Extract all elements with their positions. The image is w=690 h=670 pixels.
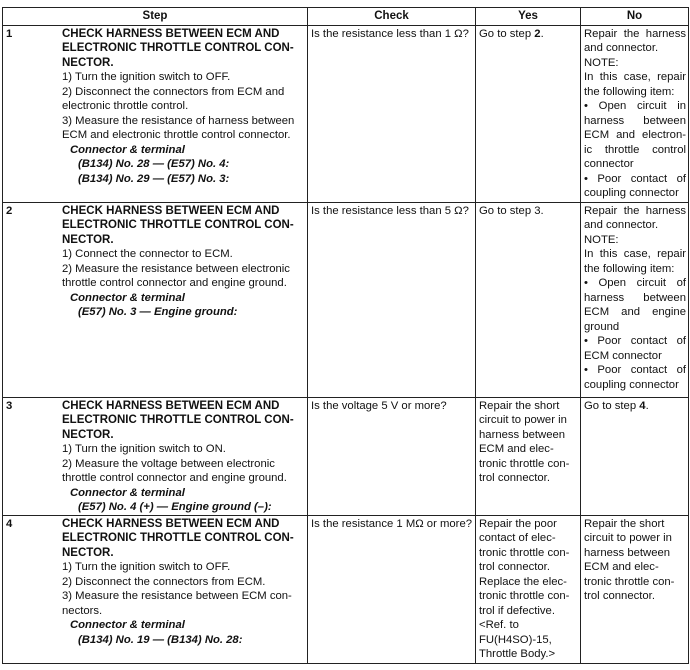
note-label: NOTE: bbox=[584, 233, 619, 246]
no-text: Go to step bbox=[584, 399, 640, 412]
procedure-item: 2) Disconnect the connectors from ECM. bbox=[62, 575, 266, 588]
step-cell bbox=[3, 202, 308, 397]
procedure-item: 1) Turn the ignition switch to OFF. bbox=[62, 561, 231, 573]
connector-label: Connector & terminal bbox=[70, 291, 185, 304]
step-title: CHECK HARNESS BETWEEN ECM AND ELECTRONIC THROTTLE CONTROL CON-NECTOR. bbox=[62, 517, 294, 559]
procedure-item: 2) Measure the voltage between electronic throttle control connector and engine ground. bbox=[62, 457, 287, 484]
procedure-item: 3) Measure the resistance of harness between ECM and electronic throttle control connector. bbox=[62, 114, 295, 141]
diagnostic-procedure-table bbox=[2, 7, 689, 664]
table-row bbox=[3, 515, 689, 663]
connector-item: (E57) No. 4 (+) — Engine ground (–): bbox=[78, 501, 272, 513]
step-cell bbox=[3, 25, 308, 202]
yes-step-link[interactable]: 2 bbox=[534, 27, 541, 40]
no-line: Repair the harness and connector. bbox=[584, 204, 686, 231]
step-number: 3 bbox=[6, 399, 13, 412]
step-title: CHECK HARNESS BETWEEN ECM AND ELECTRONIC THROTTLE CONTROL CON-NECTOR. bbox=[62, 204, 294, 246]
step-number: 1 bbox=[6, 27, 13, 40]
no-bullet: • Open circuit of harness between ECM and engine ground bbox=[584, 277, 686, 333]
header-check: Check bbox=[308, 8, 476, 26]
yes-cell bbox=[476, 25, 581, 202]
connector-label: Connector & terminal bbox=[70, 619, 185, 631]
step-cell bbox=[3, 397, 308, 515]
yes-text: Go to step bbox=[479, 27, 535, 40]
note-label: NOTE: bbox=[584, 56, 619, 69]
header-no: No bbox=[581, 8, 689, 26]
no-bullet: • Open circuit in harness between ECM and electron-ic throttle control connector bbox=[584, 100, 686, 170]
table-row bbox=[3, 25, 689, 202]
table-row bbox=[3, 397, 689, 515]
check-cell: Is the resistance less than 5 Ω? bbox=[308, 202, 476, 397]
yes-cell: Repair the poor contact of elec-tronic throttle con-trol connector. Replace the elec-tronic throttle con-trol if defective. <Ref. to FU(H4SO)-15, Throttle Body.> bbox=[476, 515, 581, 663]
header-yes: Yes bbox=[476, 8, 581, 26]
connector-item: (B134) No. 19 — (B134) No. 28: bbox=[78, 633, 243, 646]
procedure-item: 3) Measure the resistance between ECM con-nectors. bbox=[62, 590, 292, 617]
procedure-item: 1) Turn the ignition switch to ON. bbox=[62, 443, 226, 455]
step-title: CHECK HARNESS BETWEEN ECM AND ELECTRONIC THROTTLE CONTROL CON-NECTOR. bbox=[62, 27, 294, 69]
yes-cell: Repair the short circuit to power in harness between ECM and elec-tronic throttle con-trol connector. bbox=[476, 397, 581, 515]
table-header-row bbox=[3, 8, 689, 26]
check-cell: Is the resistance less than 1 Ω? bbox=[308, 25, 476, 202]
no-bullet: • Poor contact of coupling connector bbox=[584, 364, 686, 391]
step-title: CHECK HARNESS BETWEEN ECM AND ELECTRONIC THROTTLE CONTROL CON-NECTOR. bbox=[62, 399, 294, 441]
no-step-link[interactable]: 4 bbox=[639, 399, 646, 412]
connector-label: Connector & terminal bbox=[70, 143, 185, 156]
connector-item: (E57) No. 3 — Engine ground: bbox=[78, 306, 238, 318]
step-number: 2 bbox=[6, 204, 13, 217]
procedure-item: 1) Connect the connector to ECM. bbox=[62, 248, 233, 260]
check-cell: Is the resistance 1 MΩ or more? bbox=[308, 515, 476, 663]
connector-item: (B134) No. 28 — (E57) No. 4: bbox=[78, 158, 230, 170]
step-number: 4 bbox=[6, 517, 13, 530]
yes-cell: Go to step 3. bbox=[476, 202, 581, 397]
header-step: Step bbox=[3, 8, 308, 26]
no-bullet: • Poor contact of coupling connector bbox=[584, 172, 686, 199]
step-cell bbox=[3, 515, 308, 663]
no-suffix: . bbox=[645, 399, 649, 412]
no-bullet: • Poor contact of ECM connector bbox=[584, 335, 686, 362]
no-line: In this case, repair the following item: bbox=[584, 71, 686, 98]
procedure-item: 2) Measure the resistance between electronic throttle control connector and engine ground. bbox=[62, 262, 290, 289]
no-cell bbox=[581, 25, 689, 202]
connector-label: Connector & terminal bbox=[70, 486, 185, 499]
no-cell bbox=[581, 202, 689, 397]
no-cell bbox=[581, 397, 689, 515]
no-line: In this case, repair the following item: bbox=[584, 248, 686, 275]
check-cell: Is the voltage 5 V or more? bbox=[308, 397, 476, 515]
procedure-item: 1) Turn the ignition switch to OFF. bbox=[62, 71, 231, 83]
connector-item: (B134) No. 29 — (E57) No. 3: bbox=[78, 172, 230, 185]
table-row bbox=[3, 202, 689, 397]
no-cell: Repair the short circuit to power in harness between ECM and elec-tronic throttle con-trol connector. bbox=[581, 515, 689, 663]
procedure-item: 2) Disconnect the connectors from ECM and electronic throttle control. bbox=[62, 85, 285, 112]
yes-suffix: . bbox=[540, 27, 544, 40]
no-line: Repair the harness and connector. bbox=[584, 27, 686, 54]
